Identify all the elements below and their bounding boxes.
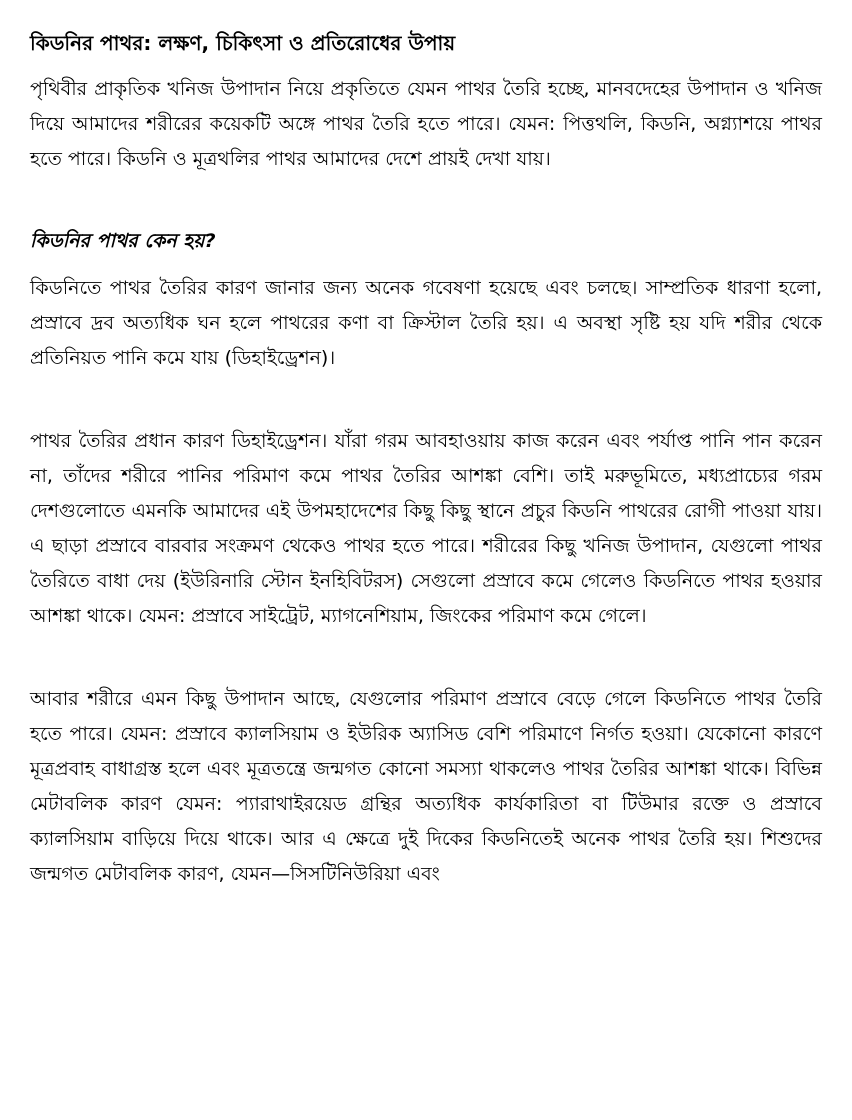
paragraph-spacer — [30, 634, 822, 682]
paragraph-spacer — [30, 376, 822, 424]
section-heading-why: কিডনির পাথর কেন হয়? — [30, 230, 216, 252]
why-paragraph-3: আবার শরীরে এমন কিছু উপাদান আছে, যেগুলোর পরিমাণ প্রস্রাবে বেড়ে গেলে কিডনিতে পাথর তৈরি হতে পারে। যেমন: প্রস্রাবে ক্যালসিয়াম ও ইউরিক অ্যাসিড বেশি পরিমাণে নির্গত হওয়া। যেকোনো কারণে মূত্রপ্রবাহ বাধাগ্রস্ত হলে এবং মূত্রতন্ত্রে জন্মগত কোনো সমস্যা থাকলেও পাথর তৈরির আশঙ্কা থাকে। বিভিন্ন মেটাবলিক কারণ যেমন: প্যারাথাইরয়েড গ্রন্থির অত্যধিক কার্যকারিতা বা টিউমার রক্তে ও প্রস্রাবে ক্যালসিয়াম বাড়িয়ে দিয়ে থাকে। আর এ ক্ষেত্রে দুই দিকের কিডনিতেই অনেক পাথর তৈরি হয়। শিশুদের জন্মগত মেটাবলিক কারণ, যেমন—সিসটিনিউরিয়া এবং — [30, 688, 822, 885]
paragraph-spacer — [30, 177, 822, 225]
article-title: কিডনির পাথর: লক্ষণ, চিকিৎসা ও প্রতিরোধের উপায় — [30, 31, 456, 55]
why-paragraph-2: পাথর তৈরির প্রধান কারণ ডিহাইড্রেশন। যাঁরা গরম আবহাওয়ায় কাজ করেন এবং পর্যাপ্ত পানি পান করেন না, তাঁদের শরীরে পানির পরিমাণ কমে পাথর তৈরির আশঙ্কা বেশি। তাই মরুভূমিতে, মধ্যপ্রাচ্যের গরম দেশগুলোতে এমনকি আমাদের এই উপমহাদেশের কিছু কিছু স্থানে প্রচুর কিডনি পাথরের রোগী পাওয়া যায়। এ ছাড়া প্রস্রাবে বারবার সংক্রমণ থেকেও পাথর হতে পারে। শরীরের কিছু খনিজ উপাদান, যেগুলো পাথর তৈরিতে বাধা দেয় (ইউরিনারি স্টোন ইনহিবিটরস) সেগুলো প্রস্রাবে কমে গেলেও কিডনিতে পাথর হওয়ার আশঙ্কা থাকে। যেমন: প্রস্রাবে সাইট্রেট, ম্যাগনেশিয়াম, জিংকের পরিমাণ কমে গেলে। — [30, 430, 822, 627]
why-paragraph-1: কিডনিতে পাথর তৈরির কারণ জানার জন্য অনেক গবেষণা হয়েছে এবং চলছে। সাম্প্রতিক ধারণা হলো, প্রস্রাবে দ্রব অত্যধিক ঘন হলে পাথরের কণা বা ক্রিস্টাল তৈরি হয়। এ অবস্থা সৃষ্টি হয় যদি শরীর থেকে প্রতিনিয়ত পানি কমে যায় (ডিহাইড্রেশন)। — [30, 277, 822, 369]
intro-paragraph: পৃথিবীর প্রাকৃতিক খনিজ উপাদান নিয়ে প্রকৃতিতে যেমন পাথর তৈরি হচ্ছে, মানবদেহের উপাদান ও খনিজ দিয়ে আমাদের শরীরের কয়েকটি অঙ্গে পাথর তৈরি হতে পারে। যেমন: পিত্তথলি, কিডনি, অগ্ন্যাশয়ে পাথর হতে পারে। কিডনি ও মূত্রথলির পাথর আমাদের দেশে প্রায়ই দেখা যায়। — [30, 78, 822, 170]
